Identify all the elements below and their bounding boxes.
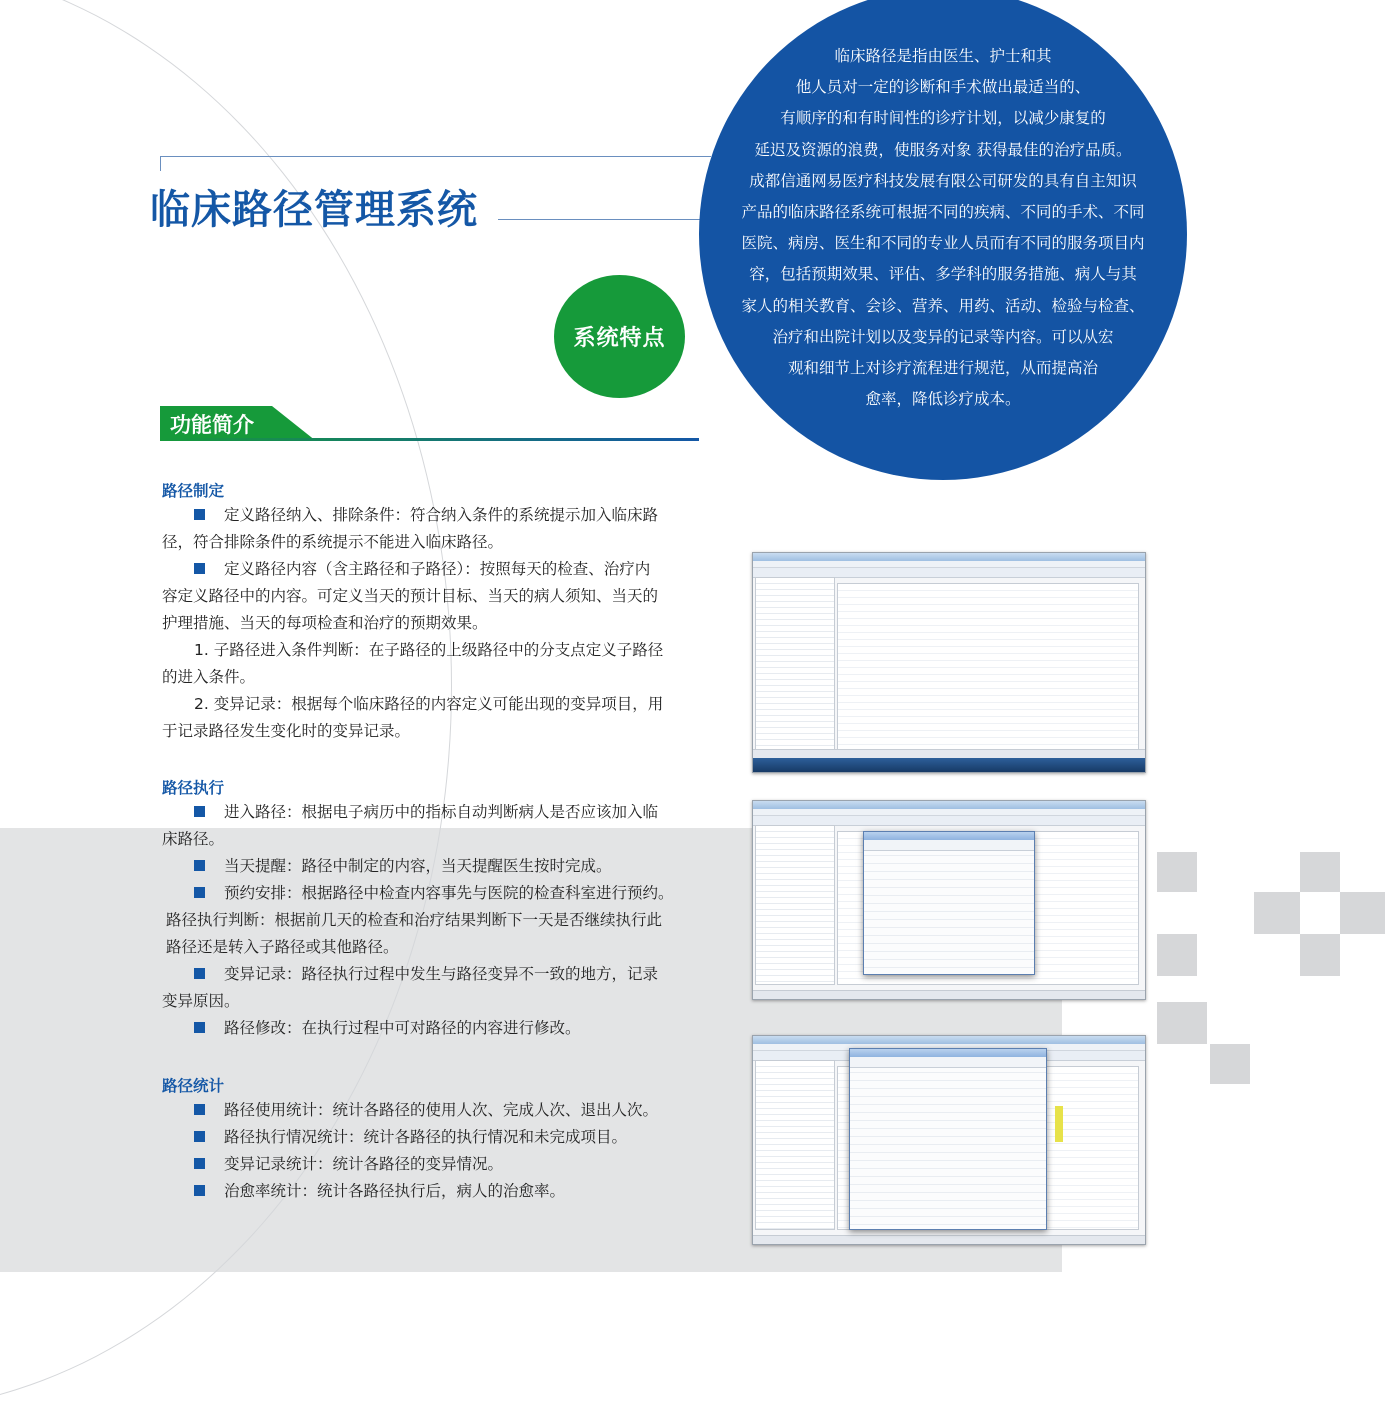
title-bracket-line: [160, 156, 711, 171]
square-bullet-icon: [194, 1104, 205, 1115]
features-circle: [554, 275, 685, 398]
paragraph: [194, 1015, 581, 1042]
square-bullet-icon: [194, 1185, 205, 1196]
paragraph-line: 变异记录：路径执行过程中发生与路径变异不一致的地方，记录: [224, 965, 659, 983]
section-heading-rule: [160, 438, 699, 441]
intro-text: [722, 41, 1164, 415]
paragraph-line: 径，符合排除条件的系统提示不能进入临床路径。: [162, 533, 504, 551]
paragraph-continuation: [162, 583, 658, 637]
paragraph: [194, 556, 650, 583]
navigation-tree: [755, 1060, 835, 1230]
paragraph-continuation: [162, 988, 240, 1015]
square-bullet-icon: [194, 860, 205, 871]
intro-line: 延迟及资源的浪费，使服务对象 获得最佳的治疗品质。: [754, 140, 1132, 159]
intro-line: 观和细节上对诊疗流程进行规范，从而提高治: [787, 359, 1098, 378]
square-bullet-icon: [194, 509, 205, 520]
paragraph: [194, 1151, 503, 1178]
paragraph: [194, 1097, 658, 1124]
intro-line: 有顺序的和有时间性的诊疗计划，以减少康复的: [780, 109, 1106, 128]
intro-line: 治疗和出院计划以及变异的记录等内容。可以从宏: [772, 327, 1114, 346]
paragraph-line: 变异原因。: [162, 992, 240, 1010]
paragraph-line: 预约安排：根据路径中检查内容事先与医院的检查科室进行预约。: [224, 884, 674, 902]
paragraph: [194, 637, 663, 664]
paragraph-continuation: [162, 664, 255, 691]
paragraph-line: 路径执行判断：根据前几天的检查和治疗结果判断下一天是否继续执行此: [166, 911, 663, 929]
intro-line: 成都信通网易医疗科技发展有限公司研发的具有自主知识: [749, 171, 1137, 190]
paragraph-line: 路径修改：在执行过程中可对路径的内容进行修改。: [224, 1019, 581, 1037]
square-bullet-icon: [194, 806, 205, 817]
paragraph: [194, 880, 674, 907]
group-title-path-statistics: 路径统计: [162, 1077, 225, 1095]
navigation-tree: [755, 825, 835, 985]
decorative-square: [1157, 852, 1197, 892]
intro-line: 医院、病房、医生和不同的专业人员而有不同的服务项目内: [741, 234, 1145, 253]
paragraph: [194, 502, 658, 529]
paragraph: [194, 1178, 565, 1205]
screenshot-path-list: [752, 552, 1146, 773]
intro-line: 家人的相关教育、会诊、营养、用药、活动、检验与检查、: [741, 296, 1145, 315]
paragraph-line: 定义路径内容（含主路径和子路径）：按照每天的检查、治疗内: [224, 560, 651, 578]
decorative-square: [1157, 1002, 1207, 1044]
paragraph-line: 床路径。: [162, 830, 225, 848]
paragraph-line: 2. 变异记录：根据每个临床路径的内容定义可能出现的变异项目，用: [194, 695, 664, 713]
windows-taskbar: [753, 758, 1145, 772]
group-title-path-execution: 路径执行: [162, 779, 225, 797]
paragraph-line: 治愈率统计：统计各路径执行后，病人的治愈率。: [224, 1182, 566, 1200]
paragraph-line: 路径还是转入子路径或其他路径。: [166, 938, 399, 956]
paragraph-line: 定义路径纳入、排除条件：符合纳入条件的系统提示加入临床路: [224, 506, 659, 524]
paragraph-line: 当天提醒：路径中制定的内容，当天提醒医生按时完成。: [224, 857, 612, 875]
square-bullet-icon: [194, 1158, 205, 1169]
navigation-tree: [755, 577, 835, 750]
paragraph-line: 变异记录统计：统计各路径的变异情况。: [224, 1155, 504, 1173]
screenshot-variation-record: [752, 1035, 1146, 1245]
patient-grid: [837, 583, 1139, 750]
paragraph-continuation: [162, 529, 503, 556]
paragraph-line: 的进入条件。: [162, 668, 256, 686]
intro-line: 他人员对一定的诊断和手术做出最适当的、: [795, 78, 1091, 97]
square-bullet-icon: [194, 968, 205, 979]
paragraph-line: 1. 子路径进入条件判断：在子路径的上级路径中的分支点定义子路径: [194, 641, 664, 659]
paragraph-line: 于记录路径发生变化时的变异记录。: [162, 722, 411, 740]
group-title-path-definition: 路径制定: [162, 482, 225, 500]
paragraph-line: 进入路径：根据电子病历中的指标自动判断病人是否应该加入临: [224, 803, 659, 821]
variation-dialog: [849, 1048, 1047, 1230]
paragraph-continuation: [166, 907, 662, 961]
execution-dialog: [863, 831, 1035, 975]
decorative-square: [1210, 1044, 1250, 1084]
square-bullet-icon: [194, 1022, 205, 1033]
paragraph: [194, 1124, 627, 1151]
page-title: 临床路径管理系统: [150, 187, 478, 233]
intro-line: 临床路径是指由医生、护士和其: [834, 47, 1052, 65]
highlight-cells: [1055, 1106, 1063, 1142]
features-label: 系统特点: [573, 326, 666, 351]
decorative-square: [1300, 852, 1340, 892]
decorative-square: [1300, 934, 1340, 976]
screenshot-execution-record: [752, 800, 1146, 1000]
paragraph-continuation: [162, 826, 224, 853]
square-bullet-icon: [194, 563, 205, 574]
decorative-square: [1254, 892, 1300, 934]
decorative-square: [1340, 892, 1385, 934]
intro-line: 容，包括预期效果、评估、多学科的服务措施、病人与其: [749, 265, 1137, 284]
intro-line: 产品的临床路径系统可根据不同的疾病、不同的手术、不同: [741, 203, 1145, 222]
title-underline: [498, 219, 710, 220]
decorative-square: [1157, 934, 1197, 976]
square-bullet-icon: [194, 887, 205, 898]
square-bullet-icon: [194, 1131, 205, 1142]
intro-line: 愈率，降低诊疗成本。: [865, 390, 1021, 409]
paragraph: [194, 799, 658, 826]
paragraph-line: 路径执行情况统计：统计各路径的执行情况和未完成项目。: [224, 1128, 628, 1146]
paragraph-line: 路径使用统计：统计各路径的使用人次、完成人次、退出人次。: [224, 1101, 659, 1119]
paragraph: [194, 691, 663, 718]
paragraph-line: 护理措施、当天的每项检查和治疗的预期效果。: [162, 614, 488, 632]
paragraph-line: 容定义路径中的内容。可定义当天的预计目标、当天的病人须知、当天的: [162, 587, 659, 605]
paragraph: [194, 961, 658, 988]
paragraph: [194, 853, 612, 880]
paragraph-continuation: [162, 718, 410, 745]
section-heading: 功能简介: [170, 413, 254, 437]
